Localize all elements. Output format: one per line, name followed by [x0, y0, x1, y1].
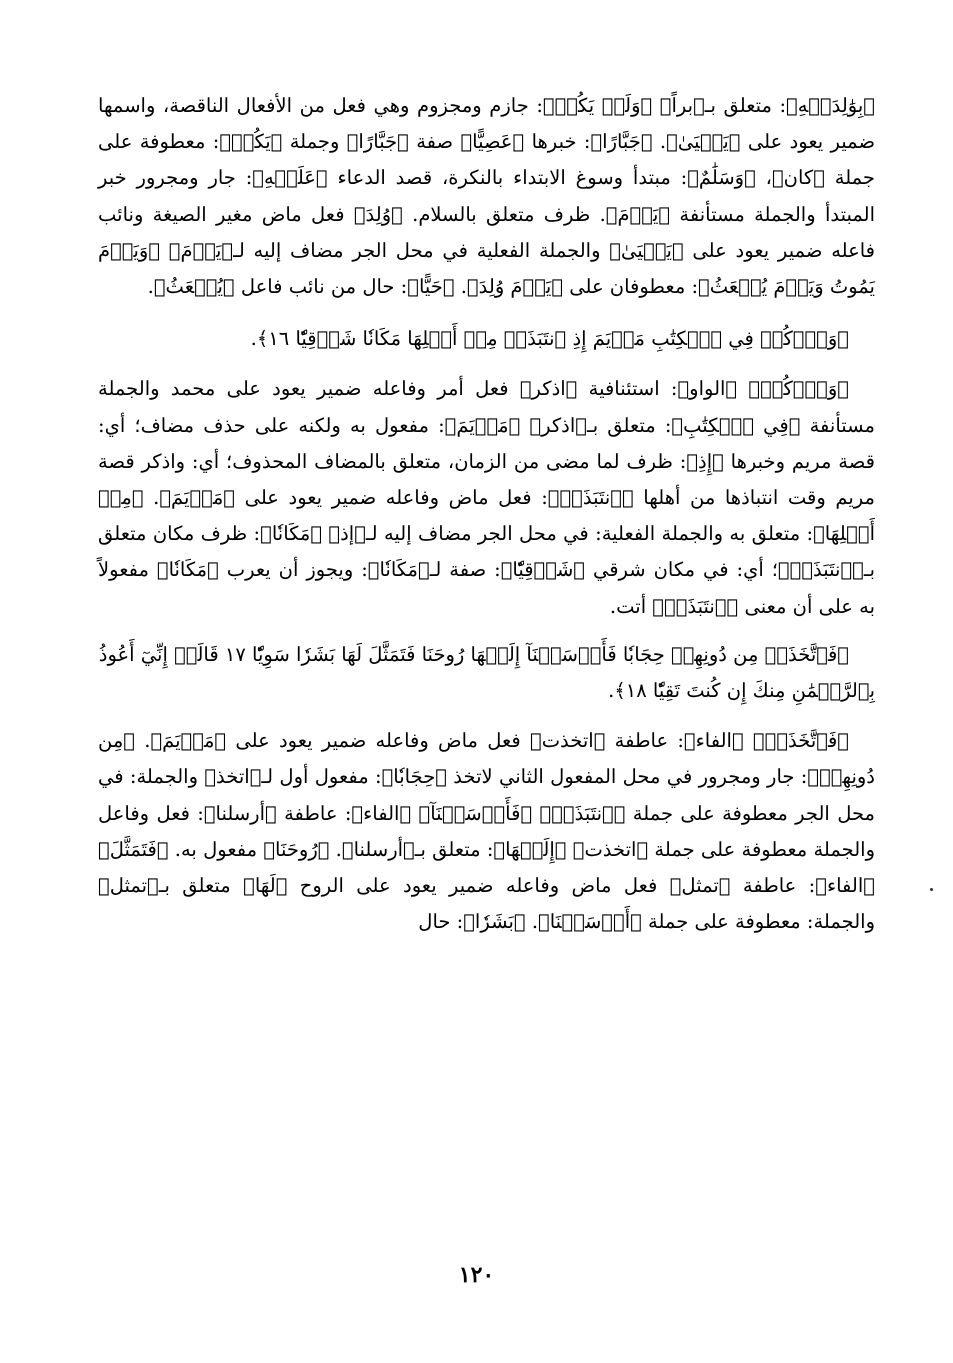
paragraph-commentary-2: ﴿وَٱذۡكُرۡ﴾ ﴿الواو﴾: استئنافية ﴿اذكر﴾ فعل أمر وفاعله ضمير يعود على محمد والجملة مستأنفة ﴿فِي ٱلۡكِتَٰبِ﴾: متعلق بـ﴿اذكر﴾ ﴿مَرۡيَمَ﴾: مفعول به ولكنه على حذف مضاف؛ أي: قصة مريم وخبرها ﴿إِذِ﴾: ظرف لما مضى من الزمان، متعلق بالمضاف المحذوف؛ أي: واذكر قصة مريم وقت انتباذها من أهلها ﴿ٱنتَبَذَتۡ﴾: فعل ماض وفاعله ضمير يعود على ﴿مَرۡيَمَ﴾. ﴿مِنۡ أَهۡلِهَا﴾: متعلق به والجملة الفعلية: في محل الجر مضاف إليه لـ﴿إذ﴾ ﴿مَكَانٗا﴾: ظرف مكان متعلق بـ﴿ٱنتَبَذَتۡ﴾؛ أي: في مكان شرقي ﴿شَرۡقِيّٗا﴾: صفة لـ﴿مَكَانٗا﴾: ويجوز أن يعرب ﴿مَكَانٗا﴾ مفعولاً به على أن معنى ﴿ٱنتَبَذَتۡ﴾ أتت.	[98, 377, 875, 618]
paragraph-commentary-3: ﴿فَٱتَّخَذَتۡ﴾ ﴿الفاء﴾: عاطفة ﴿اتخذت﴾ فعل ماض وفاعله ضمير يعود على ﴿مَرۡيَمَ﴾. ﴿مِن دُونِهِمۡ﴾: جار ومجرور في محل المفعول الثاني لاتخذ ﴿حِجَابٗا﴾: مفعول أول لـ﴿اتخذ﴾ والجملة: في محل الجر معطوفة على جملة ﴿ٱنتَبَذَتۡ﴾ ﴿فَأَرۡسَلۡنَآ﴾ ﴿الفاء﴾: عاطفة ﴿أرسلنا﴾: فعل وفاعل والجملة معطوفة على جملة ﴿اتخذت﴾ ﴿إِلَيۡهَا﴾: متعلق بـ﴿أرسلنا﴾. ﴿رُوحَنَا﴾ مفعول به. ﴿فَتَمَثَّلَ﴾ ﴿الفاء﴾: عاطفة ﴿تمثل﴾ فعل ماض وفاعله ضمير يعود على الروح ﴿لَهَا﴾ متعلق بـ﴿تمثل﴾ والجملة: معطوفة على جملة ﴿أَرۡسَلۡنَا﴾. ﴿بَشَرٗا﴾: حال	[98, 729, 875, 934]
quran-verse-17-18: ﴿فَٱتَّخَذَتۡ مِن دُونِهِمۡ حِجَابٗا فَأَرۡسَلۡنَآ إِلَيۡهَا رُوحَنَا فَتَمَثَّلَ لَهَا بَشَرٗا سَوِيّٗا ١٧ قَالَتۡ إِنِّيٓ أَعُوذُ بِٱلرَّحۡمَٰنِ مِنكَ إِن كُنتَ تَقِيّٗا ١٨﴾.	[98, 642, 875, 703]
paragraph-commentary-1: ﴿بِوَٰلِدَيۡهِ﴾: متعلق بـ﴿براً﴾ ﴿وَلَمۡ يَكُنۢ﴾: جازم ومجزوم وهي فعل من الأفعال الناقصة، واسمها ضمير يعود على ﴿يَحۡيَىٰ﴾. ﴿جَبَّارًا﴾: خبرها ﴿عَصِيًّا﴾ صفة ﴿جَبَّارًا﴾ وجملة ﴿يَكُنۢ﴾: معطوفة على جملة ﴿كان﴾، ﴿وَسَلَٰمٌ﴾: مبتدأ وسوغ الابتداء بالنكرة، قصد الدعاء ﴿عَلَيۡهِ﴾: جار ومجرور خبر المبتدأ والجملة مستأنفة ﴿يَوۡمَ﴾. ظرف متعلق بالسلام. ﴿وُلِدَ﴾ فعل ماض مغير الصيغة ونائب فاعله ضمير يعود على ﴿يَحۡيَىٰ﴾ والجملة الفعلية في محل الجر مضاف إليه لـ﴿يَوۡمَ﴾ ﴿وَيَوۡمَ يَمُوتُ وَيَوۡمَ يُبۡعَثُ﴾: معطوفان على ﴿يَوۡمَ وُلِدَ﴾. ﴿حَيًّا﴾: حال من نائب فاعل ﴿يُبۡعَثُ﴾.	[98, 94, 875, 299]
page-body	[98, 88, 875, 952]
page-number: ١٢٠	[458, 1262, 495, 1288]
quran-verse-16: ﴿وَٱذۡكُرۡ فِي ٱلۡكِتَٰبِ مَرۡيَمَ إِذِ ٱنتَبَذَتۡ مِنۡ أَهۡلِهَا مَكَانٗا شَرۡقِيّٗا ١٦﴾.	[250, 327, 849, 351]
scan-speck	[930, 888, 933, 891]
